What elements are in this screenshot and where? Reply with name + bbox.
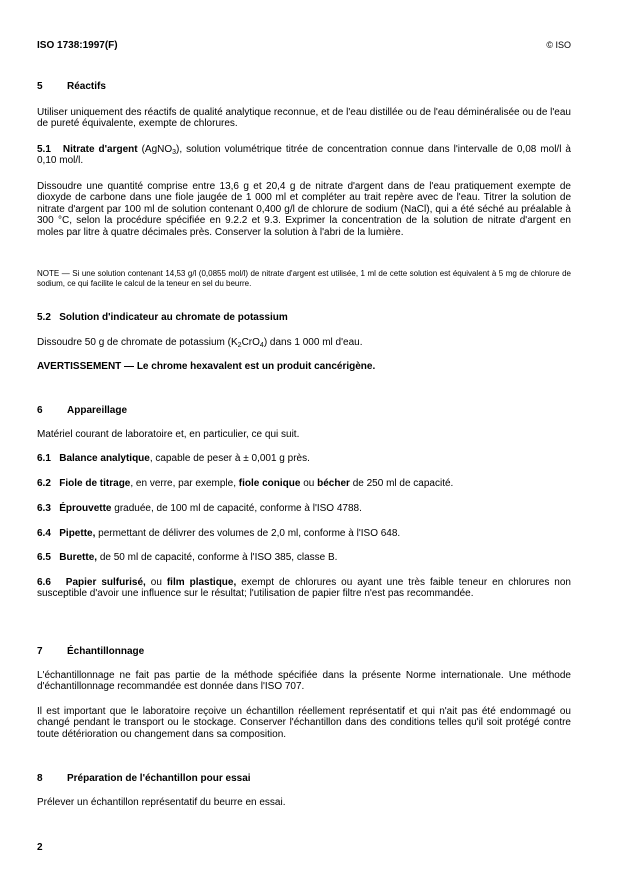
section-6-heading: 6 Appareillage xyxy=(37,405,128,416)
page-header xyxy=(37,40,571,51)
section-7-paragraph-2: Il est important que le laboratoire reçoive un échantillon réellement représentatif et qui n'ait pas été endommagé ou changé pendant le transport ou le stockage. Conserver l'échantillon dans des conditions telles qu'il soit protégé contre toute détérioration ou changement dans sa composition. xyxy=(37,706,571,740)
item-6-1: 6.1 Balance analytique, capable de peser à ± 0,001 g près. xyxy=(37,453,310,464)
section-8-heading: 8 Préparation de l'échantillon pour essai xyxy=(37,773,251,784)
section-5-1-paragraph: Dissoudre une quantité comprise entre 13,6 g et 20,4 g de nitrate d'argent dans de l'eau pratiquement exempte de dioxyde de carbone dans une fiole jaugée de 1 000 ml et compléter au trait repère avec de l'eau. Titrer la solution de nitrate d'argent par 100 ml de solution contenant 0,400 g/l de chlorure de sodium (NaCl), qui a été séché au préalable à 300 °C, selon la procédure spécifiée en 9.2.2 et 9.3. Exprimer la concentration de la solution de nitrate d'argent en moles par litre à quatre décimales près. Conserver la solution à l'abri de la lumière. xyxy=(37,181,571,238)
section-7-paragraph-1: L'échantillonnage ne fait pas partie de la méthode spécifiée dans la présente Norme internationale. Une méthode d'échantillonnage recommandée est donnée dans l'ISO 707. xyxy=(37,670,571,693)
section-7-heading: 7 Échantillonnage xyxy=(37,646,145,657)
item-6-6: 6.6 Papier sulfurisé, ou film plastique, exempt de chlorures ou ayant une très faible teneur en chlorures non susceptible d'avoir une influence sur le résultat; l'utilisation de papier filtre n'est pas recommandée. xyxy=(37,577,571,600)
standard-number: ISO 1738:1997(F) xyxy=(37,40,118,51)
section-5-2-text: Dissoudre 50 g de chromate de potassium $(K_2CrO_4)$ dans 1 000 ml d'eau. xyxy=(37,337,363,349)
warning: AVERTISSEMENT — Le chrome hexavalent est un produit cancérigène. xyxy=(37,361,376,372)
section-5-heading: 5 Réactifs xyxy=(37,81,106,92)
item-6-4: 6.4 Pipette, permettant de délivrer des volumes de 2,0 ml, conforme à l'ISO 648. xyxy=(37,528,401,539)
item-6-2: 6.2 Fiole de titrage, en verre, par exemple, fiole conique ou bécher de 250 ml de capacité. xyxy=(37,478,454,489)
section-6-intro: Matériel courant de laboratoire et, en particulier, ce qui suit. xyxy=(37,429,300,440)
section-5-2-heading: 5.2 Solution d'indicateur au chromate de potassium xyxy=(37,312,288,323)
item-6-3: 6.3 Éprouvette graduée, de 100 ml de capacité, conforme à l'ISO 4788. xyxy=(37,503,362,514)
copyright: © ISO xyxy=(546,40,571,50)
page-number: 2 xyxy=(37,842,43,853)
section-5-1: 5.1 Nitrate d'argent (AgNO$_3$), solution volumétrique titrée de concentration connue dans l'intervalle de 0,08 mol/l à 0,10 mol/l. xyxy=(37,144,571,167)
section-8-paragraph: Prélever un échantillon représentatif du beurre en essai. xyxy=(37,797,286,808)
item-6-5: 6.5 Burette, de 50 ml de capacité, conforme à l'ISO 385, classe B. xyxy=(37,552,338,563)
section-5-1-note: NOTE — Si une solution contenant 14,53 g/l (0,0855 mol/l) de nitrate d'argent est utilisée, 1 ml de cette solution est équivalent à 5 mg de chlorure de sodium, ce qui facilite le calcul de la teneur en sel du beurre. xyxy=(37,269,571,288)
section-5-intro: Utiliser uniquement des réactifs de qualité analytique reconnue, et de l'eau distillée ou de l'eau déminéralisée ou de l'eau de pureté équivalente, exempte de chlorures. xyxy=(37,107,571,130)
